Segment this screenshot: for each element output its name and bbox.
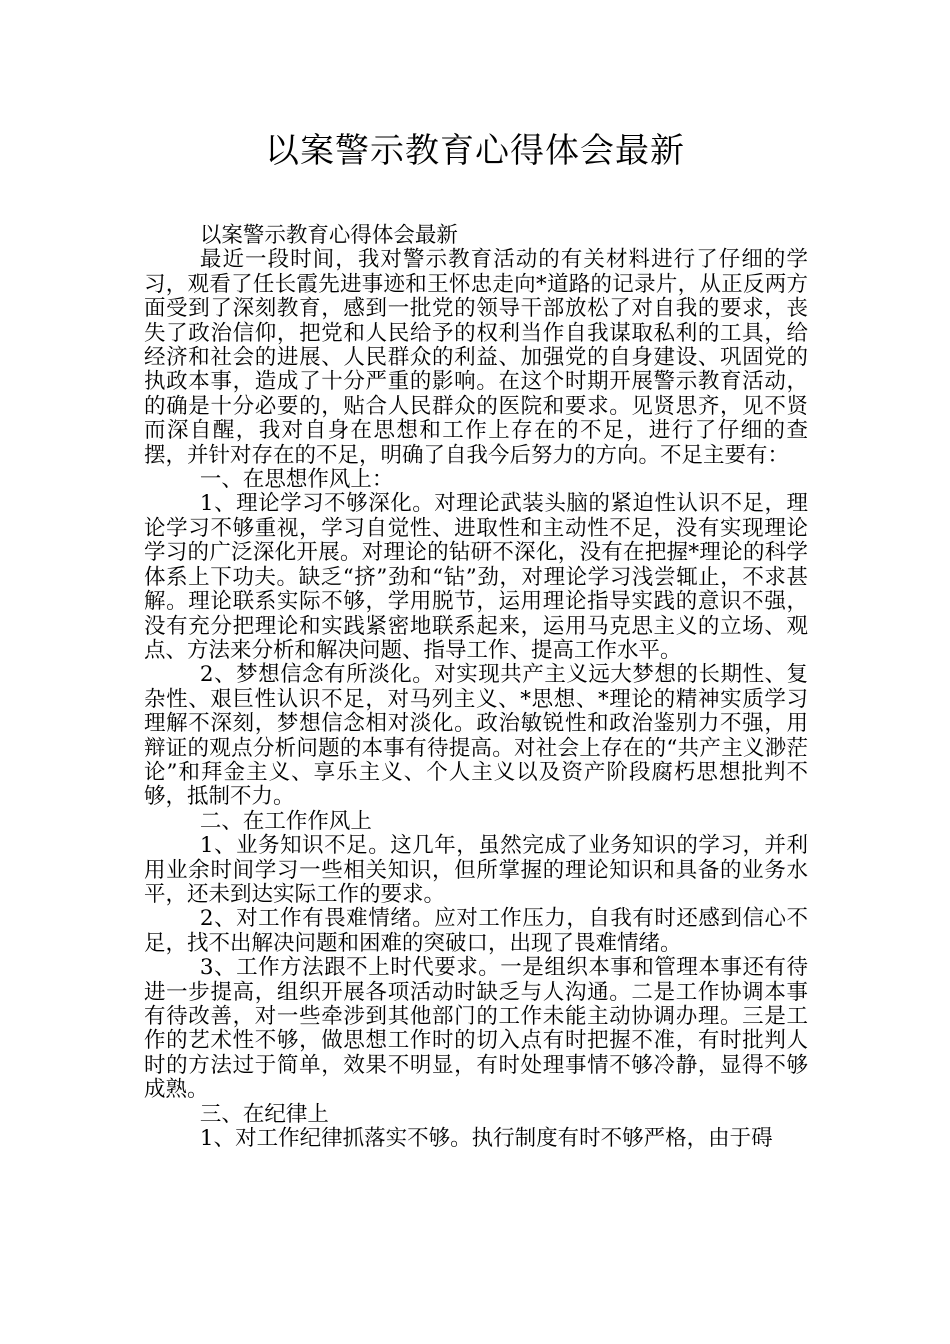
paragraph-ideals: 2、梦想信念有所淡化。对实现共产主义远大梦想的长期性、复杂性、艰巨性认识不足，对马列主义、*思想、*理论的精神实质学习理解不深刻，梦想信念相对淡化。政治敏锐性和政治鉴别力不强，用辩证的观点分析问题的本事有待提高。对社会上存在的“共产主义渺茫论”和拜金主义、享乐主义、个人主义以及资产阶段腐朽思想批判不够，抵制不力。	[144, 662, 808, 810]
section-heading-thought: 一、在思想作风上：	[199, 467, 394, 493]
paragraph-fear-of-difficulty: 2、对工作有畏难情绪。应对工作压力，自我有时还感到信心不足，找不出解决问题和困难的突破口，出现了畏难情绪。	[144, 906, 808, 956]
section-heading-discipline: 三、在纪律上	[199, 1101, 329, 1127]
paragraph-theory-study: 1、理论学习不够深化。对理论武装头脑的紧迫性认识不足，理论学习不够重视，学习自觉性、进取性和主动性不足，没有实现理论学习的广泛深化开展。对理论的钻研不深化，没有在把握*理论的科学体系上下功夫。缺乏“挤”劲和“钻”劲，对理论学习浅尝辄止，不求甚解。理论联系实际不够，学用脱节，运用理论指导实践的意识不强，没有充分把理论和实践紧密地联系起来，运用马克思主义的立场、观点、方法来分析和解决问题、指导工作、提高工作水平。	[144, 491, 808, 663]
paragraph-work-discipline: 1、对工作纪律抓落实不够。执行制度有时不够严格，由于碍	[199, 1126, 773, 1152]
paragraph-subtitle: 以案警示教育心得体会最新	[199, 223, 458, 248]
paragraph-business-knowledge: 1、业务知识不足。这几年，虽然完成了业务知识的学习，并利用业余时间学习一些相关知识，但所掌握的理论知识和具备的业务水平，还未到达实际工作的要求。	[144, 833, 808, 907]
paragraph-intro: 最近一段时间，我对警示教育活动的有关材料进行了仔细的学习，观看了任长霞先进事迹和王怀忠走向*道路的记录片，从正反两方面受到了深刻教育，感到一批党的领导干部放松了对自我的要求，丧失了政治信仰，把党和人民给予的权利当作自我谋取私利的工具，给经济和社会的进展、人民群众的利益、加强党的自身建设、巩固党的执政本事，造成了十分严重的影响。在这个时期开展警示教育活动，的确是十分必要的，贴合人民群众的医院和要求。见贤思齐，见不贤而深自醒，我对自身在思想和工作上存在的不足，进行了仔细的查摆，并针对存在的不足，明确了自我今后努力的方向。不足主要有：	[144, 247, 808, 468]
document-title: 以案警示教育心得体会最新	[265, 131, 685, 171]
section-heading-work: 二、在工作作风上	[199, 808, 372, 834]
document-body	[144, 224, 808, 1151]
paragraph-work-methods: 3、工作方法跟不上时代要求。一是组织本事和管理本事还有待进一步提高，组织开展各项活动时缺乏与人沟通。二是工作协调本事有待改善，对一些牵涉到其他部门的工作未能主动协调办理。三是工作的艺术性不够，做思想工作时的切入点有时把握不准，有时批判人时的方法过于简单，效果不明显，有时处理事情不够冷静，显得不够成熟。	[144, 955, 808, 1103]
